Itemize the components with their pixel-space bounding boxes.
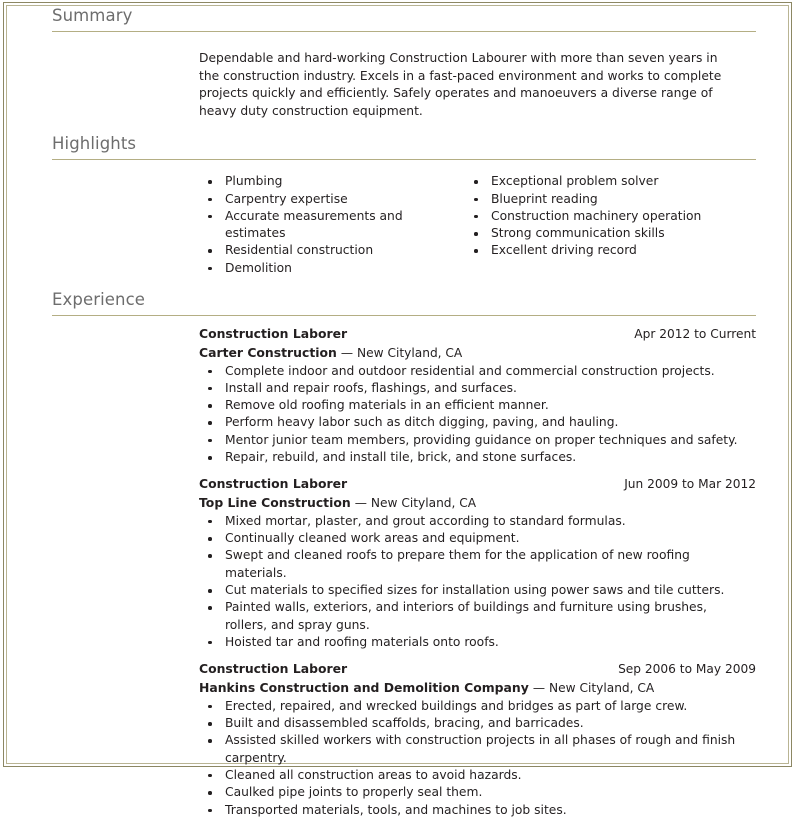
- job-bullet-item: Caulked pipe joints to properly seal them.: [199, 784, 745, 801]
- job-bullet-item: Complete indoor and outdoor residential and commercial construction projects.: [199, 363, 745, 380]
- section-highlights: [0, 134, 806, 277]
- job-title: Construction Laborer: [199, 476, 348, 492]
- highlights-columns: [199, 166, 756, 277]
- section-highlights-body: [52, 160, 756, 277]
- highlight-item: Demolition: [199, 260, 465, 277]
- job-bullet-item: Built and disassembled scaffolds, bracing, and barricades.: [199, 715, 745, 732]
- job-dates: Sep 2006 to May 2009: [618, 662, 756, 677]
- job-bullet-item: Repair, rebuild, and install tile, brick, and stone surfaces.: [199, 449, 745, 466]
- highlight-item: Exceptional problem solver: [465, 173, 725, 190]
- job-title: Construction Laborer: [199, 326, 348, 342]
- highlights-list-right: [465, 173, 725, 259]
- experience-entry-header: [199, 660, 756, 698]
- job-bullet-list: [199, 363, 756, 467]
- experience-entry-header: [199, 325, 756, 363]
- experience-title-row: [199, 325, 756, 343]
- highlights-list-left: [199, 173, 465, 277]
- section-experience-header: [52, 290, 756, 316]
- job-bullet-item: Assisted skilled workers with construction projects in all phases of rough and finish carpentry.: [199, 732, 745, 767]
- job-bullet-item: Mixed mortar, plaster, and grout according to standard formulas.: [199, 513, 745, 530]
- job-bullet-item: Continually cleaned work areas and equipment.: [199, 530, 745, 547]
- job-location: New Cityland, CA: [549, 681, 655, 696]
- job-separator-dash: —: [354, 496, 367, 511]
- highlight-item: Excellent driving record: [465, 242, 725, 259]
- job-bullet-list: [199, 698, 756, 819]
- job-bullet-item: Install and repair roofs, flashings, and surfaces.: [199, 380, 745, 397]
- section-experience-rule: [52, 315, 756, 316]
- highlight-item: Construction machinery operation: [465, 208, 725, 225]
- job-company-line: [199, 678, 756, 698]
- job-bullet-item: Erected, repaired, and wrecked buildings and bridges as part of large crew.: [199, 698, 745, 715]
- job-dates: Jun 2009 to Mar 2012: [624, 477, 756, 492]
- section-summary-title: Summary: [52, 6, 133, 25]
- job-bullet-item: Swept and cleaned roofs to prepare them for the application of new roofing materials.: [199, 547, 745, 582]
- job-bullet-item: Hoisted tar and roofing materials onto roofs.: [199, 634, 745, 651]
- job-bullet-item: Perform heavy labor such as ditch digging, paving, and hauling.: [199, 414, 745, 431]
- job-separator-dash: —: [340, 346, 354, 361]
- section-summary-body: [52, 32, 756, 120]
- job-bullet-list: [199, 513, 756, 651]
- highlights-column-right: [465, 173, 725, 277]
- experience-title-row: [199, 475, 756, 493]
- job-company: Top Line Construction: [199, 495, 351, 511]
- experience-entry: [199, 651, 756, 819]
- section-highlights-rule: [52, 159, 756, 160]
- highlight-item: Blueprint reading: [465, 191, 725, 208]
- section-summary-header: [52, 6, 756, 32]
- job-location: New Cityland, CA: [357, 346, 463, 361]
- experience-entry-header: [199, 475, 756, 513]
- highlight-item: Strong communication skills: [465, 225, 725, 242]
- job-dates: Apr 2012 to Current: [634, 327, 756, 342]
- job-title: Construction Laborer: [199, 661, 348, 677]
- job-separator-dash: —: [532, 681, 545, 696]
- section-summary-rule: [52, 31, 756, 32]
- highlight-item: Accurate measurements and estimates: [199, 208, 465, 243]
- job-company-line: [199, 343, 756, 363]
- job-company: Hankins Construction and Demolition Company: [199, 680, 529, 696]
- summary-paragraph: Dependable and hard-working Construction Labourer with more than seven years in the construction industry. Excels in a fast-paced environment and works to complete projects quickly and efficiently. Safely operates and manoeuvers a diverse range of heavy duty construction equipment.: [199, 51, 722, 118]
- highlights-column-left: [199, 173, 465, 277]
- job-location: New Cityland, CA: [370, 496, 477, 511]
- job-company-line: [199, 493, 756, 513]
- section-experience: [0, 290, 806, 819]
- section-experience-title: Experience: [52, 290, 146, 310]
- section-experience-body: [52, 316, 756, 819]
- job-bullet-item: Cut materials to specified sizes for installation using power saws and tile cutters.: [199, 582, 745, 599]
- job-bullet-item: Remove old roofing materials in an efficient manner.: [199, 397, 745, 414]
- highlight-item: Plumbing: [199, 173, 465, 190]
- job-bullet-item: Painted walls, exteriors, and interiors of buildings and furniture using brushes, rollers, and spray guns.: [199, 599, 745, 634]
- section-summary: [0, 6, 806, 120]
- experience-title-row: [199, 660, 756, 678]
- section-highlights-title: Highlights: [52, 134, 137, 154]
- job-bullet-item: Cleaned all construction areas to avoid hazards.: [199, 767, 745, 784]
- highlight-item: Residential construction: [199, 242, 465, 259]
- experience-entry: [199, 466, 756, 651]
- job-bullet-item: Transported materials, tools, and machines to job sites.: [199, 802, 745, 819]
- section-highlights-header: [52, 134, 756, 160]
- highlight-item: Carpentry expertise: [199, 191, 465, 208]
- experience-entry: [199, 320, 756, 466]
- job-company: Carter Construction: [199, 345, 337, 361]
- job-bullet-item: Mentor junior team members, providing guidance on proper techniques and safety.: [199, 432, 745, 449]
